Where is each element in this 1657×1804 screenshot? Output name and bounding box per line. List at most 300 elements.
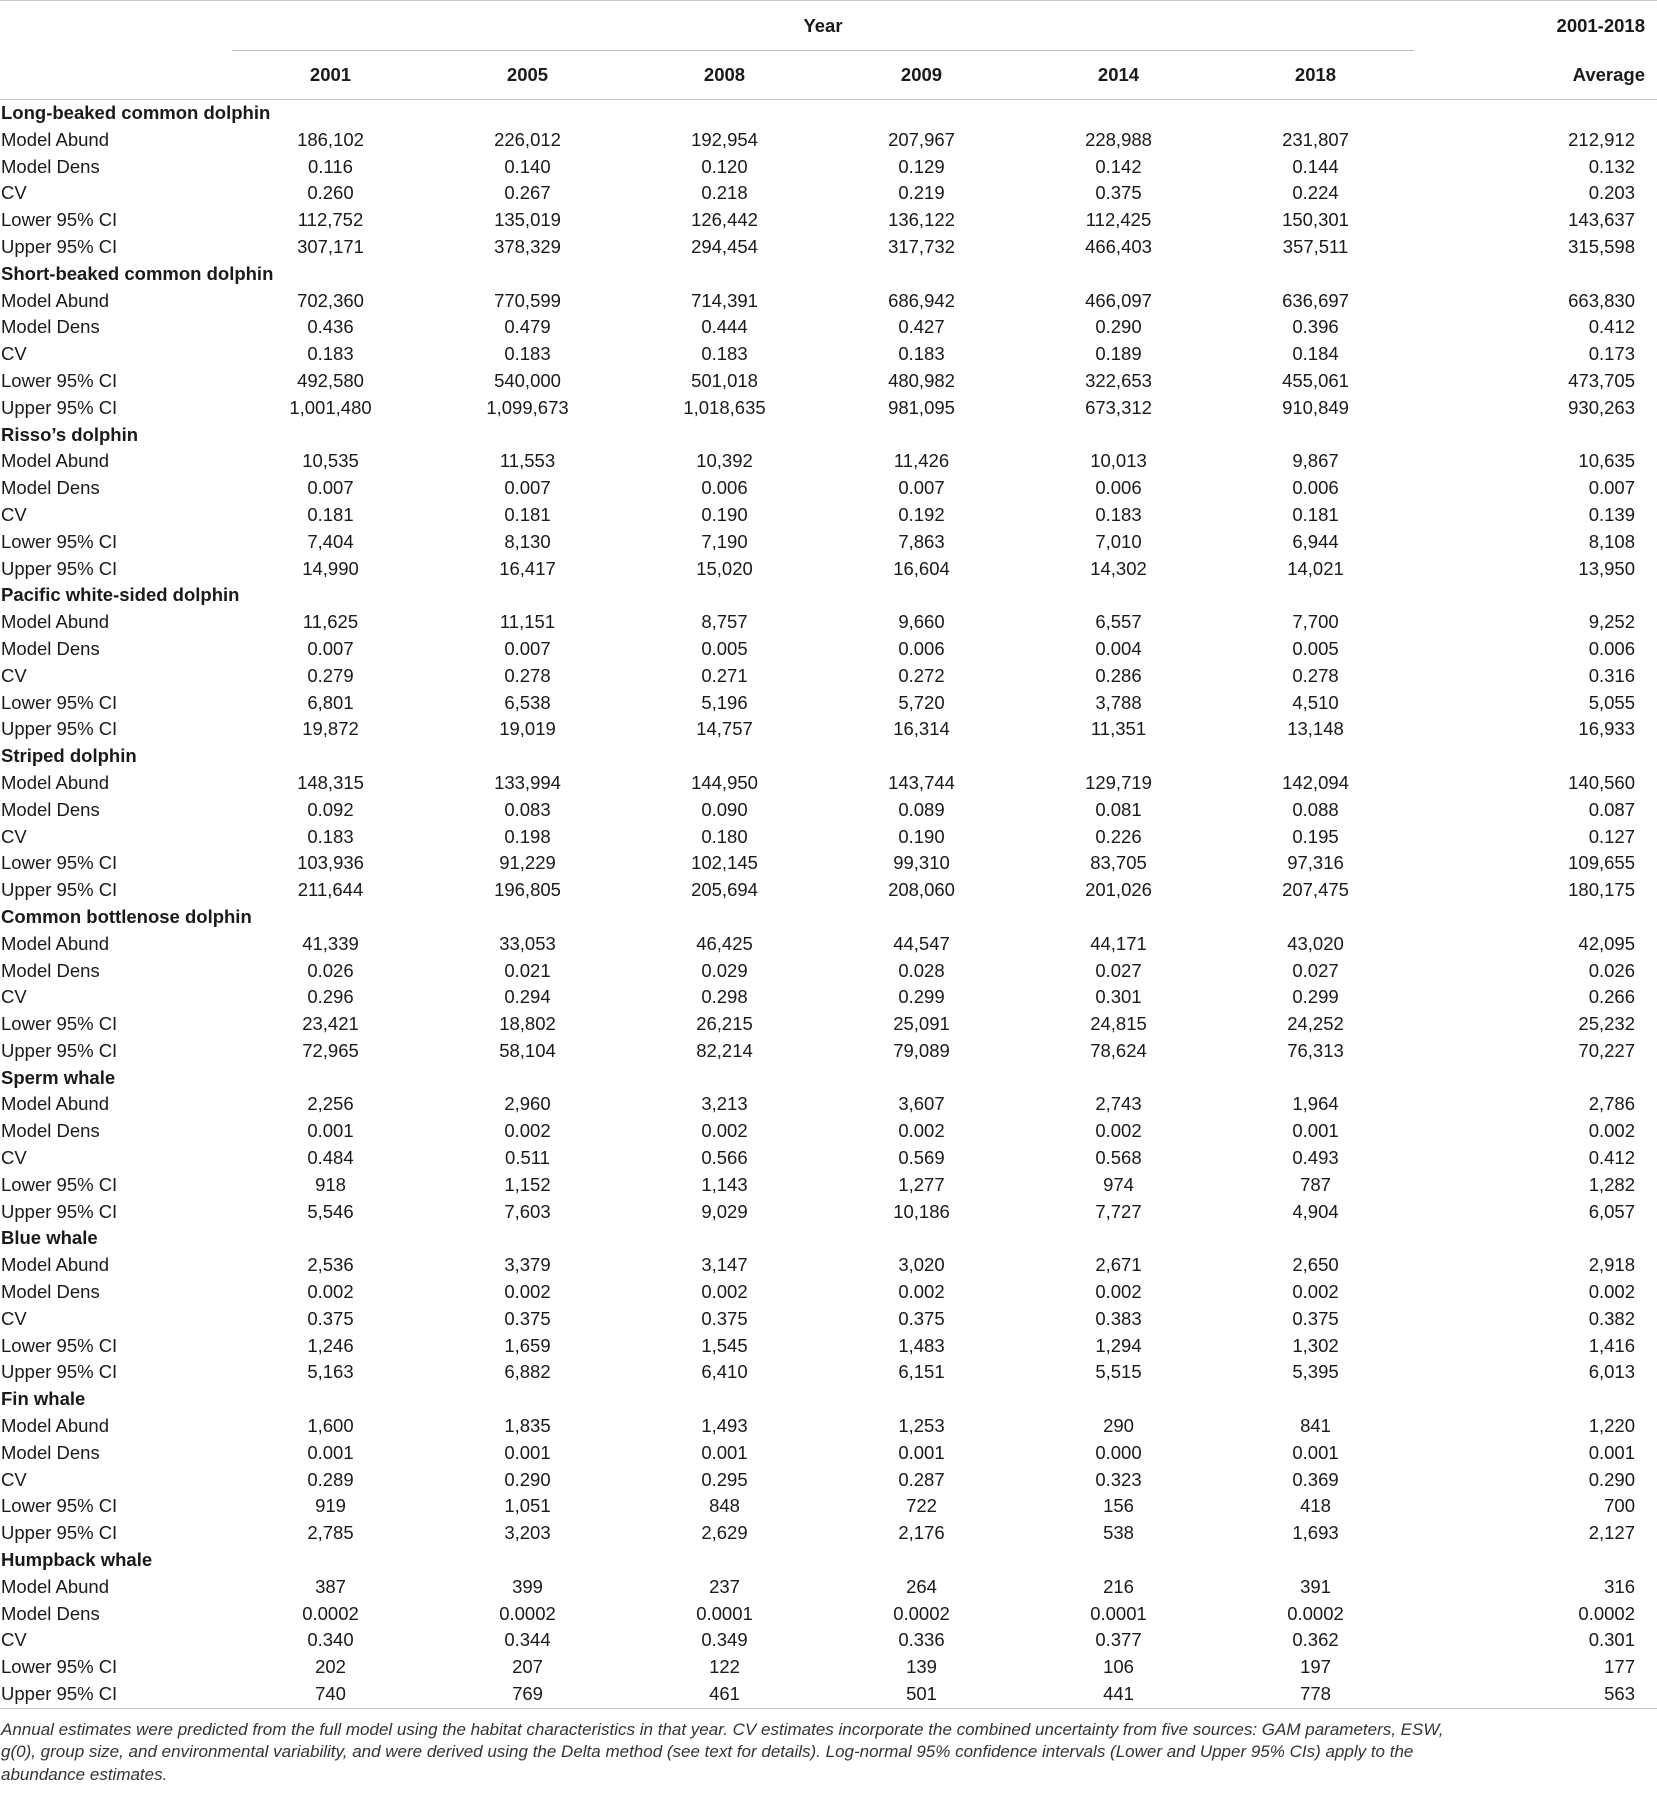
value-cell: 1,659 xyxy=(504,1334,551,1356)
value-cell: 0.0002 xyxy=(1287,1602,1344,1624)
row-label: Upper 95% CI xyxy=(1,396,118,418)
value-cell: 7,863 xyxy=(898,530,945,552)
year-header: 2005 xyxy=(429,51,626,100)
value-cell: 538 xyxy=(1103,1522,1134,1544)
value-cell: 19,019 xyxy=(499,718,556,740)
average-cell: 13,950 xyxy=(1578,557,1636,579)
value-cell: 0.002 xyxy=(898,1120,945,1142)
table-row xyxy=(0,609,1657,636)
table-row xyxy=(0,984,1657,1011)
value-cell: 0.383 xyxy=(1095,1307,1142,1329)
value-cell: 0.192 xyxy=(898,503,945,525)
value-cell: 112,425 xyxy=(1085,209,1152,231)
value-cell: 1,302 xyxy=(1292,1334,1339,1356)
average-cell: 0.139 xyxy=(1588,503,1636,525)
value-cell: 58,104 xyxy=(499,1039,556,1061)
value-cell: 0.198 xyxy=(504,825,551,847)
species-name: Humpback whale xyxy=(1,1549,153,1571)
value-cell: 0.287 xyxy=(898,1468,945,1490)
value-cell: 16,604 xyxy=(893,557,950,579)
average-cell: 0.0002 xyxy=(1578,1602,1636,1624)
table-row xyxy=(0,127,1657,154)
value-cell: 196,805 xyxy=(494,879,561,901)
value-cell: 143,744 xyxy=(888,771,955,793)
average-cell: 5,055 xyxy=(1588,691,1636,713)
value-cell: 0.0001 xyxy=(1090,1602,1147,1624)
year-group-label: Year xyxy=(803,15,843,36)
value-cell: 0.183 xyxy=(701,343,748,365)
value-cell: 0.0002 xyxy=(302,1602,359,1624)
value-cell: 0.002 xyxy=(898,1281,945,1303)
value-cell: 0.375 xyxy=(307,1307,354,1329)
average-cell: 42,095 xyxy=(1578,932,1636,954)
value-cell: 0.002 xyxy=(1095,1281,1142,1303)
value-cell: 5,163 xyxy=(307,1361,354,1383)
row-label: CV xyxy=(1,1629,27,1651)
value-cell: 11,426 xyxy=(893,450,950,472)
value-cell: 0.183 xyxy=(307,343,354,365)
value-cell: 43,020 xyxy=(1287,932,1344,954)
value-cell: 0.181 xyxy=(504,503,551,525)
value-cell: 0.271 xyxy=(701,664,748,686)
value-cell: 0.088 xyxy=(1292,798,1339,820)
table-row xyxy=(0,502,1657,529)
value-cell: 0.005 xyxy=(701,637,748,659)
value-cell: 357,511 xyxy=(1282,235,1349,257)
value-cell: 1,099,673 xyxy=(486,396,569,418)
species-header-row xyxy=(0,261,1657,288)
row-label: Model Dens xyxy=(1,477,100,499)
value-cell: 216 xyxy=(1103,1575,1134,1597)
value-cell: 10,392 xyxy=(696,450,753,472)
value-cell: 6,882 xyxy=(504,1361,551,1383)
table-body xyxy=(0,100,1657,1709)
value-cell: 418 xyxy=(1300,1495,1331,1517)
value-cell: 3,607 xyxy=(898,1093,945,1115)
average-cell: 109,655 xyxy=(1568,852,1636,874)
value-cell: 0.349 xyxy=(701,1629,748,1651)
value-cell: 19,872 xyxy=(302,718,359,740)
table-row xyxy=(0,1627,1657,1654)
value-cell: 14,302 xyxy=(1090,557,1147,579)
value-cell: 207 xyxy=(512,1656,543,1678)
value-cell: 237 xyxy=(709,1575,740,1597)
value-cell: 2,256 xyxy=(307,1093,354,1115)
value-cell: 501 xyxy=(823,1681,1020,1708)
value-cell: 0.144 xyxy=(1292,155,1339,177)
header-row-group xyxy=(0,1,1657,52)
value-cell: 136,122 xyxy=(888,209,955,231)
species-name: Blue whale xyxy=(1,1227,98,1249)
value-cell: 11,625 xyxy=(302,611,359,633)
value-cell: 5,515 xyxy=(1095,1361,1142,1383)
row-label: Lower 95% CI xyxy=(1,1334,118,1356)
value-cell: 910,849 xyxy=(1282,396,1349,418)
value-cell: 1,483 xyxy=(898,1334,945,1356)
value-cell: 0.336 xyxy=(898,1629,945,1651)
value-cell: 264 xyxy=(906,1575,937,1597)
average-cell: 1,220 xyxy=(1588,1415,1636,1437)
value-cell: 1,018,635 xyxy=(683,396,766,418)
value-cell: 25,091 xyxy=(893,1013,950,1035)
average-cell: 0.301 xyxy=(1588,1629,1636,1651)
value-cell: 0.436 xyxy=(307,316,354,338)
species-header-row xyxy=(0,1065,1657,1092)
value-cell: 0.007 xyxy=(307,637,354,659)
average-cell: 0.173 xyxy=(1588,343,1636,365)
row-label: CV xyxy=(1,503,27,525)
value-cell: 156 xyxy=(1103,1495,1134,1517)
value-cell: 848 xyxy=(709,1495,740,1517)
avg-group-header: 2001-2018 xyxy=(1556,15,1646,36)
average-cell: 0.001 xyxy=(1588,1441,1636,1463)
value-cell: 91,229 xyxy=(499,852,556,874)
row-label: CV xyxy=(1,1307,27,1329)
row-label: Lower 95% CI xyxy=(1,1495,118,1517)
header-row-years xyxy=(0,51,1657,100)
value-cell: 7,010 xyxy=(1095,530,1142,552)
row-label: Model Dens xyxy=(1,316,100,338)
value-cell: 6,538 xyxy=(504,691,551,713)
row-label: CV xyxy=(1,343,27,365)
value-cell: 0.301 xyxy=(1095,986,1142,1008)
row-label: CV xyxy=(1,825,27,847)
value-cell: 26,215 xyxy=(696,1013,753,1035)
value-cell: 0.278 xyxy=(1292,664,1339,686)
value-cell: 135,019 xyxy=(494,209,561,231)
average-cell: 212,912 xyxy=(1568,128,1636,150)
species-name: Striped dolphin xyxy=(1,745,137,767)
value-cell: 0.183 xyxy=(307,825,354,847)
value-cell: 8,130 xyxy=(504,530,551,552)
value-cell: 0.002 xyxy=(701,1281,748,1303)
header-blank xyxy=(0,1,232,52)
species-name: Fin whale xyxy=(1,1388,86,1410)
average-cell: 0.006 xyxy=(1588,637,1636,659)
value-cell: 0.184 xyxy=(1292,343,1339,365)
average-cell: 0.026 xyxy=(1588,959,1636,981)
value-cell: 0.290 xyxy=(504,1468,551,1490)
value-cell: 1,600 xyxy=(307,1415,354,1437)
value-cell: 202 xyxy=(315,1656,346,1678)
value-cell: 9,867 xyxy=(1292,450,1339,472)
value-cell: 919 xyxy=(315,1495,346,1517)
value-cell: 0.278 xyxy=(504,664,551,686)
row-label: Model Abund xyxy=(1,1254,110,1276)
value-cell: 0.511 xyxy=(505,1147,550,1169)
row-label: Lower 95% CI xyxy=(1,530,118,552)
value-cell: 0.493 xyxy=(1292,1147,1339,1169)
value-cell: 0.001 xyxy=(1292,1120,1339,1142)
value-cell: 702,360 xyxy=(297,289,364,311)
value-cell: 0.004 xyxy=(1095,637,1142,659)
value-cell: 0.218 xyxy=(701,182,748,204)
value-cell: 103,936 xyxy=(297,852,364,874)
value-cell: 2,785 xyxy=(307,1522,354,1544)
table-row xyxy=(0,180,1657,207)
table-row xyxy=(0,716,1657,743)
value-cell: 8,757 xyxy=(701,611,748,633)
average-cell: 0.266 xyxy=(1588,986,1636,1008)
value-cell: 307,171 xyxy=(297,235,364,257)
table-row xyxy=(0,1413,1657,1440)
row-label: Model Abund xyxy=(1,771,110,793)
value-cell: 378,329 xyxy=(494,235,561,257)
table-row xyxy=(0,1145,1657,1172)
value-cell: 0.183 xyxy=(1095,503,1142,525)
value-cell: 9,029 xyxy=(701,1200,748,1222)
value-cell: 294,454 xyxy=(691,235,758,257)
row-label: Upper 95% CI xyxy=(1,1039,118,1061)
row-label: CV xyxy=(1,182,27,204)
value-cell: 0.226 xyxy=(1095,825,1142,847)
value-cell: 72,965 xyxy=(302,1039,359,1061)
value-cell: 1,152 xyxy=(504,1173,551,1195)
value-cell: 7,727 xyxy=(1095,1200,1142,1222)
value-cell: 722 xyxy=(906,1495,937,1517)
value-cell: 78,624 xyxy=(1090,1039,1147,1061)
value-cell: 129,719 xyxy=(1085,771,1152,793)
table-row xyxy=(0,1038,1657,1065)
table-row xyxy=(0,1252,1657,1279)
value-cell: 10,535 xyxy=(302,450,359,472)
value-cell: 0.007 xyxy=(504,477,551,499)
value-cell: 0.289 xyxy=(307,1468,354,1490)
value-cell: 14,990 xyxy=(302,557,359,579)
value-cell: 0.092 xyxy=(307,798,354,820)
value-cell: 226,012 xyxy=(494,128,561,150)
average-cell: 1,416 xyxy=(1588,1334,1636,1356)
year-header: 2008 xyxy=(626,51,823,100)
table-row xyxy=(0,475,1657,502)
value-cell: 540,000 xyxy=(494,369,561,391)
row-label: Lower 95% CI xyxy=(1,209,118,231)
value-cell: 0.190 xyxy=(898,825,945,847)
table-row xyxy=(0,154,1657,181)
value-cell: 391 xyxy=(1300,1575,1331,1597)
row-label: Model Abund xyxy=(1,1575,110,1597)
species-name: Long-beaked common dolphin xyxy=(1,102,271,123)
average-cell: 930,263 xyxy=(1568,396,1636,418)
average-cell: 0.203 xyxy=(1588,182,1636,204)
value-cell: 11,151 xyxy=(499,611,556,633)
average-cell: 0.002 xyxy=(1588,1281,1636,1303)
value-cell: 461 xyxy=(626,1681,823,1708)
row-label: Lower 95% CI xyxy=(1,691,118,713)
year-group-header xyxy=(232,1,1414,52)
table-row xyxy=(0,1681,1657,1708)
species-name: Common bottlenose dolphin xyxy=(1,905,252,927)
value-cell: 673,312 xyxy=(1085,396,1152,418)
value-cell: 0.299 xyxy=(1292,986,1339,1008)
value-cell: 1,493 xyxy=(701,1415,748,1437)
value-cell: 501,018 xyxy=(691,369,758,391)
year-header: 2001 xyxy=(232,51,429,100)
value-cell: 0.479 xyxy=(504,316,551,338)
value-cell: 142,094 xyxy=(1282,771,1349,793)
average-cell: 315,598 xyxy=(1568,235,1636,257)
value-cell: 981,095 xyxy=(888,396,955,418)
value-cell: 0.566 xyxy=(701,1147,748,1169)
value-cell: 15,020 xyxy=(696,557,753,579)
value-cell: 11,553 xyxy=(499,450,556,472)
row-label: Upper 95% CI xyxy=(1,718,118,740)
value-cell: 186,102 xyxy=(297,128,364,150)
value-cell: 740 xyxy=(232,1681,429,1708)
value-cell: 2,176 xyxy=(898,1522,945,1544)
value-cell: 1,964 xyxy=(1292,1093,1339,1115)
average-cell: 25,232 xyxy=(1578,1013,1636,1035)
value-cell: 399 xyxy=(512,1575,543,1597)
table-row xyxy=(0,448,1657,475)
value-cell: 0.029 xyxy=(701,959,748,981)
value-cell: 1,246 xyxy=(307,1334,354,1356)
value-cell: 76,313 xyxy=(1287,1039,1344,1061)
value-cell: 0.140 xyxy=(504,155,551,177)
value-cell: 207,475 xyxy=(1282,879,1349,901)
table-row xyxy=(0,1440,1657,1467)
value-cell: 322,653 xyxy=(1085,369,1152,391)
value-cell: 150,301 xyxy=(1282,209,1349,231)
value-cell: 228,988 xyxy=(1085,128,1152,150)
average-cell: 0.127 xyxy=(1588,825,1636,847)
average-cell: 8,108 xyxy=(1588,530,1636,552)
value-cell: 18,802 xyxy=(499,1013,556,1035)
row-label: CV xyxy=(1,1468,27,1490)
value-cell: 208,060 xyxy=(888,879,955,901)
value-cell: 0.299 xyxy=(898,986,945,1008)
value-cell: 0.027 xyxy=(1292,959,1339,981)
value-cell: 0.006 xyxy=(898,637,945,659)
average-cell: 6,013 xyxy=(1588,1361,1636,1383)
row-label: Model Abund xyxy=(1,611,110,633)
value-cell: 0.180 xyxy=(701,825,748,847)
row-label: Upper 95% CI xyxy=(1,1200,118,1222)
value-cell: 1,051 xyxy=(504,1495,551,1517)
value-cell: 10,013 xyxy=(1090,450,1147,472)
value-cell: 16,417 xyxy=(499,557,556,579)
value-cell: 197 xyxy=(1300,1656,1331,1678)
average-cell: 1,282 xyxy=(1588,1173,1636,1195)
value-cell: 455,061 xyxy=(1282,369,1349,391)
row-label: Lower 95% CI xyxy=(1,1656,118,1678)
value-cell: 769 xyxy=(429,1681,626,1708)
value-cell: 0.005 xyxy=(1292,637,1339,659)
value-cell: 0.375 xyxy=(1292,1307,1339,1329)
value-cell: 0.183 xyxy=(898,343,945,365)
value-cell: 0.444 xyxy=(701,316,748,338)
value-cell: 0.190 xyxy=(701,503,748,525)
value-cell: 0.183 xyxy=(504,343,551,365)
value-cell: 0.195 xyxy=(1292,825,1339,847)
value-cell: 6,944 xyxy=(1292,530,1339,552)
value-cell: 0.569 xyxy=(898,1147,945,1169)
value-cell: 2,671 xyxy=(1095,1254,1142,1276)
average-cell: 0.412 xyxy=(1588,1147,1636,1169)
value-cell: 0.375 xyxy=(898,1307,945,1329)
year-header: 2018 xyxy=(1217,51,1414,100)
species-name: Pacific white-sided dolphin xyxy=(1,584,240,606)
row-label: CV xyxy=(1,1147,27,1169)
value-cell: 0.007 xyxy=(898,477,945,499)
value-cell: 0.142 xyxy=(1095,155,1142,177)
value-cell: 205,694 xyxy=(691,879,758,901)
value-cell: 207,967 xyxy=(888,128,955,150)
value-cell: 3,788 xyxy=(1095,691,1142,713)
value-cell: 0.272 xyxy=(898,664,945,686)
value-cell: 112,752 xyxy=(297,209,364,231)
table-row xyxy=(0,1172,1657,1199)
average-cell: 0.002 xyxy=(1588,1120,1636,1142)
value-cell: 14,757 xyxy=(696,718,753,740)
year-group-rule xyxy=(232,50,1414,51)
species-header-row xyxy=(0,1547,1657,1574)
average-cell: 140,560 xyxy=(1568,771,1636,793)
average-header: Average xyxy=(1414,51,1657,100)
value-cell: 317,732 xyxy=(888,235,955,257)
average-cell: 0.316 xyxy=(1588,664,1636,686)
value-cell: 0.002 xyxy=(307,1281,354,1303)
value-cell: 0.120 xyxy=(701,155,748,177)
average-cell: 316 xyxy=(1604,1575,1636,1597)
value-cell: 0.219 xyxy=(898,182,945,204)
value-cell: 0.375 xyxy=(504,1307,551,1329)
value-cell: 192,954 xyxy=(691,128,758,150)
value-cell: 3,020 xyxy=(898,1254,945,1276)
value-cell: 0.0001 xyxy=(696,1602,753,1624)
table-row xyxy=(0,1493,1657,1520)
value-cell: 1,294 xyxy=(1095,1334,1142,1356)
value-cell: 0.089 xyxy=(898,798,945,820)
table-row xyxy=(0,234,1657,261)
value-cell: 0.0002 xyxy=(893,1602,950,1624)
average-cell: 0.132 xyxy=(1588,155,1636,177)
average-cell: 143,637 xyxy=(1568,209,1636,231)
table-row xyxy=(0,824,1657,851)
value-cell: 2,960 xyxy=(504,1093,551,1115)
value-cell: 6,557 xyxy=(1095,611,1142,633)
value-cell: 0.181 xyxy=(307,503,354,525)
table-row xyxy=(0,207,1657,234)
row-label: Model Dens xyxy=(1,637,100,659)
row-label: Model Dens xyxy=(1,1120,100,1142)
value-cell: 0.279 xyxy=(307,664,354,686)
row-label: Model Dens xyxy=(1,1281,100,1303)
value-cell: 290 xyxy=(1103,1415,1134,1437)
table-row xyxy=(0,1467,1657,1494)
value-cell: 122 xyxy=(709,1656,740,1678)
row-label: Model Abund xyxy=(1,1415,110,1437)
table-row xyxy=(0,1654,1657,1681)
value-cell: 0.026 xyxy=(307,959,354,981)
average-cell: 663,830 xyxy=(1568,289,1636,311)
value-cell: 106 xyxy=(1103,1656,1134,1678)
value-cell: 97,316 xyxy=(1287,852,1344,874)
value-cell: 44,547 xyxy=(893,932,950,954)
value-cell: 0.295 xyxy=(701,1468,748,1490)
row-label: Model Dens xyxy=(1,798,100,820)
value-cell: 1,545 xyxy=(701,1334,748,1356)
year-header: 2009 xyxy=(823,51,1020,100)
value-cell: 770,599 xyxy=(494,289,561,311)
average-cell: 473,705 xyxy=(1568,369,1636,391)
row-label: Lower 95% CI xyxy=(1,1173,118,1195)
value-cell: 46,425 xyxy=(696,932,753,954)
average-cell: 16,933 xyxy=(1578,718,1636,740)
value-cell: 139 xyxy=(906,1656,937,1678)
row-label: Lower 95% CI xyxy=(1,852,118,874)
value-cell: 714,391 xyxy=(691,289,758,311)
